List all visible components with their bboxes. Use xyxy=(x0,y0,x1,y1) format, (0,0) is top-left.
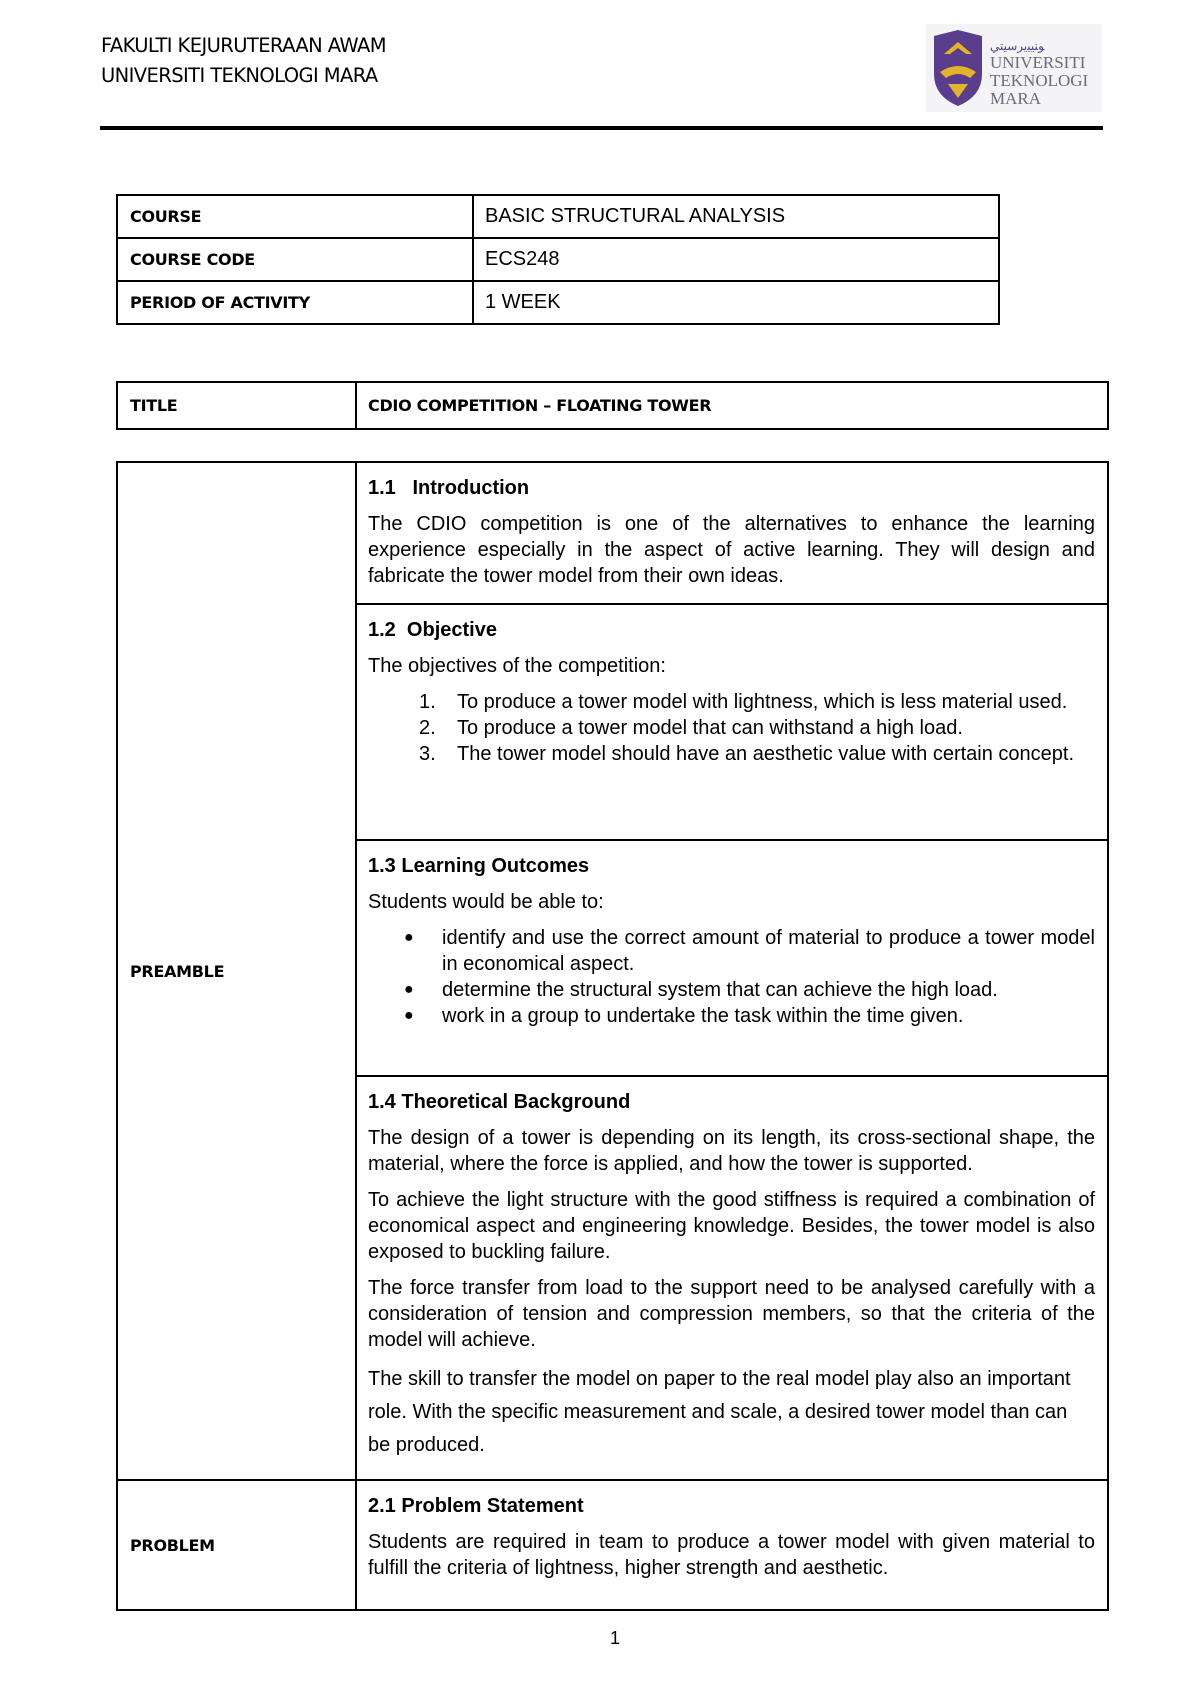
list-item-text: identify and use the correct amount of material to produce a tower model in economical aspect. xyxy=(442,927,1095,975)
bullet-icon: ● xyxy=(404,981,414,998)
problem-statement-text: Students are required in team to produce a tower model with given material to fulfill the criteria of lightness, higher strength and aesthetic. xyxy=(368,1531,1095,1579)
introduction-cell xyxy=(356,462,1108,604)
list-item xyxy=(368,1003,1095,1029)
course-code-label: COURSE CODE xyxy=(117,238,473,281)
university-name: UNIVERSITI TEKNOLOGI MARA xyxy=(101,64,378,87)
course-info-table xyxy=(116,194,1000,325)
learning-outcomes-cell xyxy=(356,840,1108,1076)
course-value: BASIC STRUCTURAL ANALYSIS xyxy=(473,195,999,238)
bullet-icon: ● xyxy=(404,1007,414,1024)
course-code-value: ECS248 xyxy=(473,238,999,281)
list-item-text: work in a group to undertake the task within the time given. xyxy=(442,1005,964,1027)
objective-cell xyxy=(356,604,1108,840)
problem-statement-heading: 2.1 Problem Statement xyxy=(368,1495,584,1517)
title-label: TITLE xyxy=(117,382,356,429)
theoretical-background-cell xyxy=(356,1076,1108,1480)
learning-outcomes-intro: Students would be able to: xyxy=(368,891,604,913)
list-number: 1. xyxy=(419,691,436,713)
theoretical-paragraph: The design of a tower is depending on its length, its cross-sectional shape, the material, where the force is applied, and how the tower is supported. xyxy=(368,1127,1095,1175)
problem-statement-cell xyxy=(356,1480,1108,1610)
list-item xyxy=(368,925,1095,977)
objective-list xyxy=(368,689,1095,767)
list-number: 2. xyxy=(419,717,436,739)
table-row xyxy=(117,195,999,238)
list-item xyxy=(368,689,1095,715)
list-number: 3. xyxy=(419,743,436,765)
table-row xyxy=(117,281,999,324)
svg-text:ﻮﻨﻴﯿﯾﺮﺳﻴﺘﻲ: ﻮﻨﻴﯿﯾﺮﺳﻴﺘﻲ xyxy=(990,39,1045,53)
course-label: COURSE xyxy=(117,195,473,238)
table-row xyxy=(117,1480,1108,1610)
page-number: 1 xyxy=(609,1628,620,1648)
list-item-text: To produce a tower model that can withstand a high load. xyxy=(457,717,963,739)
svg-text:TEKNOLOGI: TEKNOLOGI xyxy=(990,71,1089,90)
learning-outcomes-list xyxy=(368,925,1095,1029)
objective-heading: 1.2 Objective xyxy=(368,619,497,641)
table-row xyxy=(117,462,1108,604)
objective-intro: The objectives of the competition: xyxy=(368,655,666,677)
learning-outcomes-heading: 1.3 Learning Outcomes xyxy=(368,855,590,877)
svg-text:UNIVERSITI: UNIVERSITI xyxy=(990,53,1086,72)
list-item xyxy=(368,715,1095,741)
list-item xyxy=(368,977,1095,1003)
theoretical-background-heading: 1.4 Theoretical Background xyxy=(368,1091,631,1113)
theoretical-paragraph: The skill to transfer the model on paper to the real model play also an important role. With the specific measurement and scale, a desired tower model than can be produced. xyxy=(368,1368,1071,1456)
list-item-text: To produce a tower model with lightness, which is less material used. xyxy=(457,691,1068,713)
list-item-text: determine the structural system that can achieve the high load. xyxy=(442,979,998,1001)
uitm-logo xyxy=(926,24,1102,112)
title-value: CDIO COMPETITION – FLOATING TOWER xyxy=(356,382,1108,429)
theoretical-paragraph: To achieve the light structure with the good stiffness is required a combination of economical aspect and engineering knowledge. Besides, the tower model is also exposed to buckling failure. xyxy=(368,1189,1095,1263)
period-label: PERIOD OF ACTIVITY xyxy=(117,281,473,324)
preamble-label: PREAMBLE xyxy=(117,462,356,1480)
introduction-heading: 1.1 Introduction xyxy=(368,477,530,499)
period-value: 1 WEEK xyxy=(473,281,999,324)
theoretical-paragraph: The force transfer from load to the support need to be analysed carefully with a consideration of tension and compression members, so that the criteria of the model will achieve. xyxy=(368,1277,1095,1351)
content-table xyxy=(116,461,1109,1611)
bullet-icon: ● xyxy=(404,929,414,946)
header-divider xyxy=(100,126,1103,130)
introduction-text: The CDIO competition is one of the alternatives to enhance the learning experience especially in the aspect of active learning. They will design and fabricate the tower model from their own ideas. xyxy=(368,513,1095,587)
title-table xyxy=(116,381,1109,430)
list-item-text: The tower model should have an aesthetic value with certain concept. xyxy=(457,743,1075,765)
list-item xyxy=(368,741,1095,767)
table-row xyxy=(117,238,999,281)
problem-label: PROBLEM xyxy=(117,1480,356,1610)
table-row xyxy=(117,382,1108,429)
faculty-name: FAKULTI KEJURUTERAAN AWAM xyxy=(101,34,386,57)
svg-text:MARA: MARA xyxy=(990,89,1042,108)
